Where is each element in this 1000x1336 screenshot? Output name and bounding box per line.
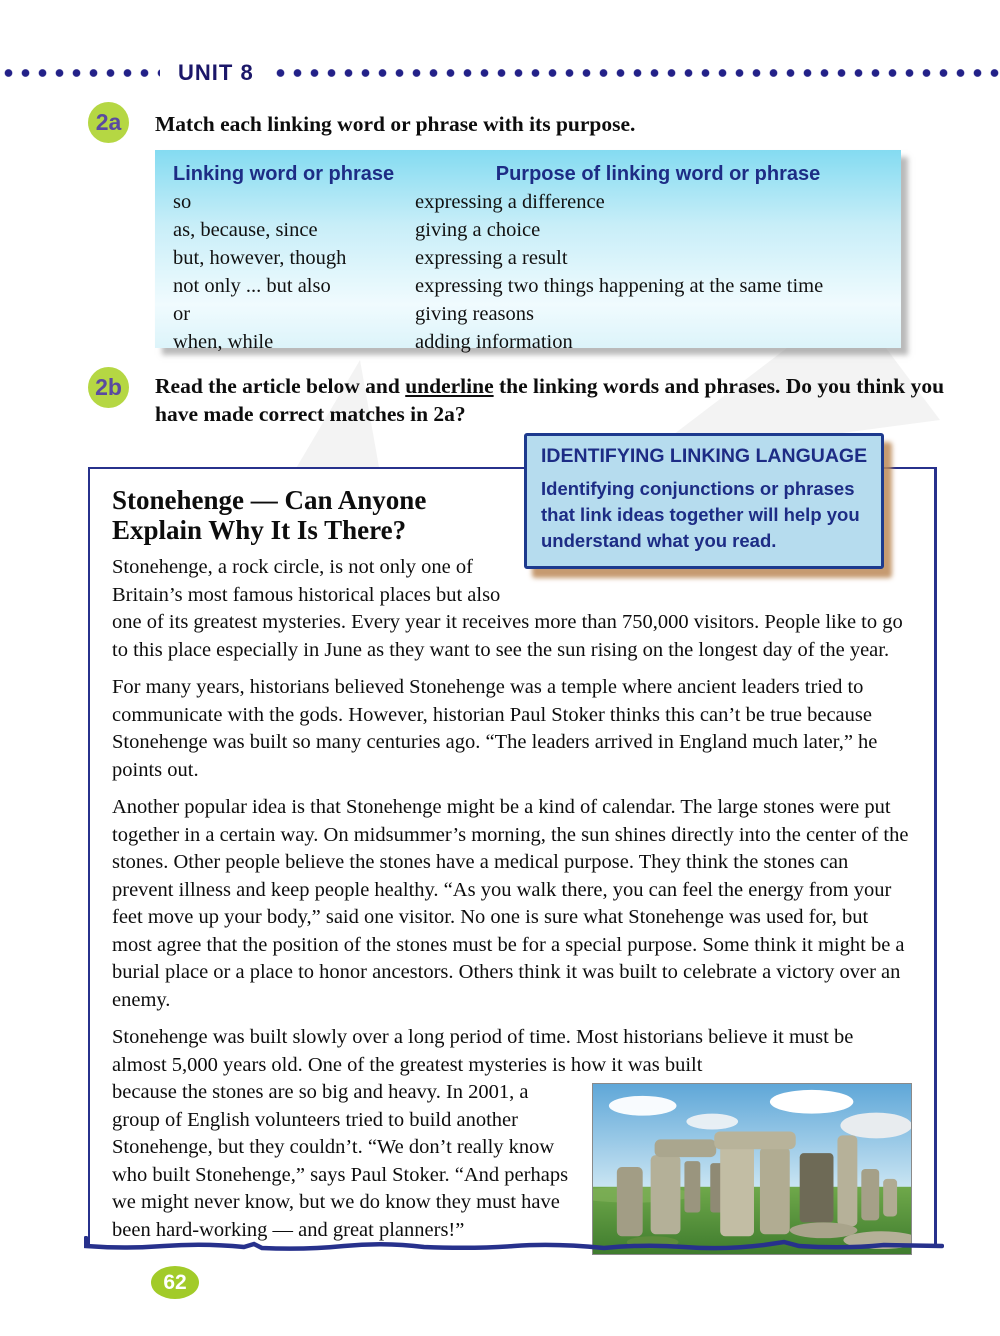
dotted-rule-left	[0, 69, 160, 77]
hand-drawn-bottom-border	[84, 1236, 944, 1254]
column-header-purpose: Purpose of linking word or phrase	[495, 162, 821, 185]
purpose: expressing two things happening at the same time	[415, 274, 824, 297]
article-paragraph-4-intro: Stonehenge was built slowly over a long period of time. Most historians believe it must be almost 5,000 years old. One of the greatest mysteries is how it was built	[112, 1026, 854, 1076]
linking-word: not only ... but also	[173, 274, 331, 297]
page-number-badge: 62	[151, 1266, 199, 1299]
article-paragraph-1: Stonehenge, a rock circle, is not only one of Britain’s most famous historical places but also one of its greatest mysteries. Every year it receives more than 750,000 visitors. People like to go to this place especially in June as they want to see the sun rising on the longest day of the year.	[112, 556, 903, 661]
linking-word: so	[173, 190, 192, 213]
purpose: expressing a difference	[415, 190, 605, 213]
exercise-2a-instruction: Match each linking word or phrase with its purpose.	[155, 112, 636, 136]
article-box	[88, 445, 937, 1245]
article-title: Stonehenge — Can Anyone Explain Why It Is There?	[112, 485, 427, 545]
table-header-row	[155, 160, 901, 188]
purpose: giving a choice	[415, 218, 541, 241]
table-row	[155, 272, 901, 300]
article-paragraph-2: For many years, historians believed Stonehenge was a temple where ancient leaders tried to communicate with the gods. However, historian Paul Stoker thinks this can’t be true because Stonehenge was built so many centuries ago. “The leaders arrived in England much later,” he points out.	[112, 676, 878, 781]
table-row	[155, 188, 901, 216]
unit-header	[0, 62, 1000, 84]
dotted-rule-right	[272, 69, 1000, 77]
column-header-linking-word: Linking word or phrase	[173, 162, 395, 185]
instruction-underlined-word: underline	[405, 374, 494, 398]
unit-label: UNIT 8	[178, 60, 254, 85]
instruction-text: the linking words and phrases. Do you think you have made correct matches in 2a?	[155, 374, 945, 426]
purpose: expressing a result	[415, 246, 568, 269]
instruction-text: Read the article below and	[155, 374, 406, 398]
exercise-2a-badge: 2a	[88, 102, 129, 143]
purpose: giving reasons	[415, 302, 534, 325]
linking-word: but, however, though	[173, 246, 347, 269]
table-row	[155, 300, 901, 328]
exercise-2b-badge: 2b	[88, 367, 129, 408]
linking-word: as, because, since	[173, 218, 318, 241]
table-row	[155, 328, 901, 356]
article-paragraph-4-rest	[112, 1079, 912, 1244]
linking-word: when, while	[173, 330, 274, 353]
tip-box	[524, 433, 884, 569]
article-paragraph-3: Another popular idea is that Stonehenge might be a kind of calendar. The large stones were put together in a certain way. On midsummer’s morning, the sun shines directly into the center of the stones. Other people believe the stones have a medical purpose. They think the stones can prevent illness and keep people healthy. “As you walk there, you can feel the energy from your feet move up your body,” said one visitor. No one is sure what Stonehenge was used for, but most agree that the position of the stones must be for a special purpose. Some think it might be a burial place or a place to honor ancestors. Others think it was built to celebrate a victory over an enemy.	[112, 796, 909, 1011]
tip-box-body: Identifying conjunctions or phrases that link ideas together will help you understand what you read.	[541, 478, 860, 551]
purpose: adding information	[415, 330, 573, 353]
table-row	[155, 244, 901, 272]
matching-table	[155, 150, 901, 353]
article-paragraph-4-rest-text: because the stones are so big and heavy. In 2001, a group of English volunteers tried to build another Stonehenge, but they couldn’t. “We don’t really know who built Stonehenge,” says Paul Stoker. “And perhaps we might never know, but we do know they must have been hard-working — and great planners!”	[112, 1081, 569, 1241]
linking-word: or	[173, 302, 191, 325]
stonehenge-photo	[592, 1083, 912, 1255]
exercise-2b-instruction	[155, 372, 945, 428]
table-row	[155, 216, 901, 244]
tip-box-title: IDENTIFYING LINKING LANGUAGE	[541, 445, 868, 467]
